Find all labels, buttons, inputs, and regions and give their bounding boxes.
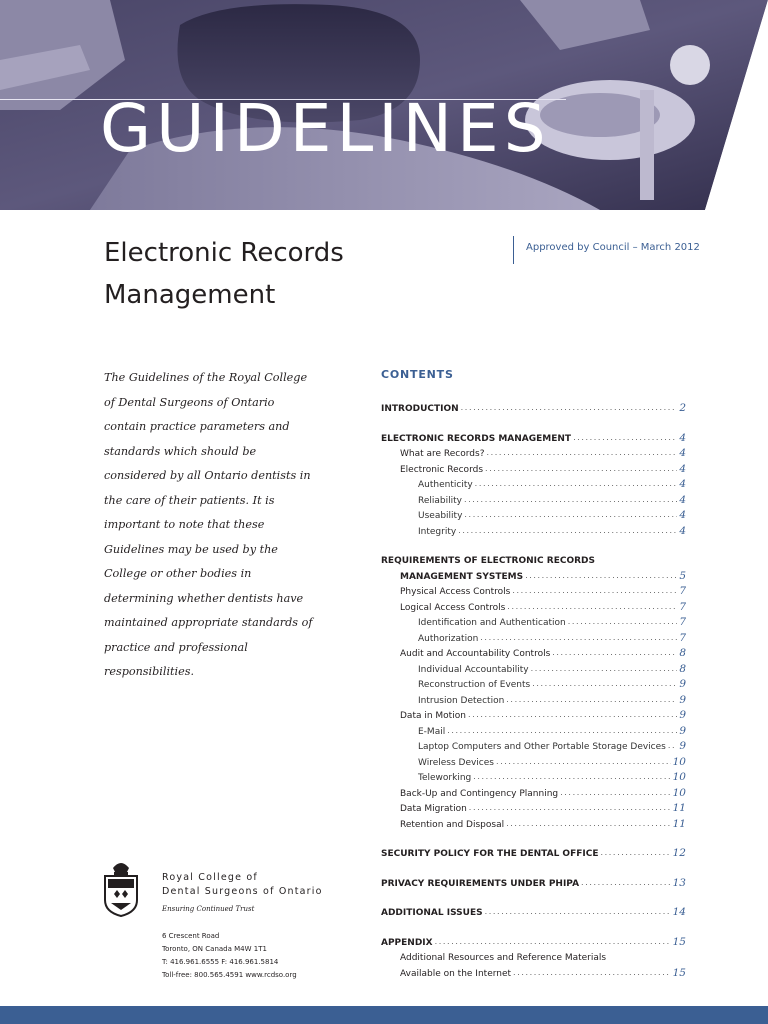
toc-entry (381, 459, 686, 475)
toc-page-number: 4 (679, 478, 686, 490)
toc-entry (381, 490, 686, 506)
toc-entry-title: Audit and Accountability Controls (400, 649, 551, 659)
toc-entry (381, 752, 686, 768)
toc-entry (381, 659, 686, 675)
toc-page-number: 15 (672, 935, 686, 948)
address-phone: T: 416.961.6555 F: 416.961.5814 (162, 958, 279, 966)
toc-page-number: 13 (672, 876, 686, 889)
toc-entry (381, 814, 686, 830)
document-type-heading: GUIDELINES (100, 90, 551, 167)
toc-entry (381, 783, 686, 799)
college-address (162, 930, 297, 982)
toc-entry (381, 798, 686, 814)
toc-entry-title: SECURITY POLICY FOR THE DENTAL OFFICE (381, 849, 599, 859)
toc-dot-leader (506, 819, 671, 828)
toc-entry-title: Useability (418, 511, 463, 521)
college-crest-icon (103, 858, 139, 918)
toc-entry-title: What are Records? (400, 449, 485, 459)
toc-entry-title: Additional Resources and Reference Materials (400, 953, 607, 963)
toc-entry (381, 705, 686, 721)
toc-page-number: 4 (679, 431, 686, 444)
toc-entry-title: Authenticity (418, 480, 473, 490)
toc-dot-leader (513, 968, 671, 977)
address-city: Toronto, ON Canada M4W 1T1 (162, 945, 267, 953)
toc-dot-leader (473, 772, 670, 781)
footer-band (0, 1006, 768, 1024)
toc-entry (381, 628, 686, 644)
toc-entry-title: ADDITIONAL ISSUES (381, 908, 483, 918)
toc-entry-title: Laptop Computers and Other Portable Storage Devices (418, 742, 666, 752)
toc-entry-title: Authorization (418, 633, 479, 644)
toc-entry (381, 736, 686, 752)
toc-page-number: 11 (672, 817, 686, 830)
toc-entry (381, 612, 686, 628)
toc-entry (381, 902, 686, 918)
toc-entry (381, 443, 686, 459)
document-title (104, 232, 444, 316)
document-title-line1: Electronic Records (104, 238, 344, 268)
toc-entry (381, 843, 686, 859)
document-title-line2: Management (104, 280, 276, 310)
toc-page-number: 9 (679, 709, 686, 721)
toc-entry-title: PRIVACY REQUIREMENTS UNDER PHIPA (381, 878, 580, 889)
toc-entry (381, 505, 686, 521)
toc-dot-leader (531, 664, 678, 673)
toc-dot-leader (485, 464, 677, 473)
toc-page-number: 4 (679, 524, 686, 537)
toc-dot-leader (435, 937, 671, 946)
address-street: 6 Crescent Road (162, 932, 220, 940)
toc-entry (381, 674, 686, 690)
toc-dot-leader (506, 695, 677, 704)
toc-entry-title: Reconstruction of Events (418, 680, 531, 690)
toc-entry (381, 474, 686, 490)
toc-dot-leader (464, 510, 677, 519)
toc-entry (381, 597, 686, 613)
toc-entry (381, 721, 686, 737)
toc-page-number: 9 (679, 693, 686, 706)
college-tagline: Ensuring Continued Trust (162, 905, 255, 913)
toc-entry-title: Individual Accountability (418, 664, 529, 675)
address-tollfree-web: Toll-free: 800.565.4591 www.rcdso.org (162, 971, 297, 979)
toc-entry-title: Available on the Internet (400, 968, 512, 979)
toc-page-number: 8 (679, 662, 686, 675)
toc-entry-title: Back-Up and Contingency Planning (400, 788, 559, 799)
toc-entry-title: Wireless Devices (418, 757, 494, 768)
toc-dot-leader (458, 526, 677, 535)
toc-dot-leader (480, 633, 677, 642)
toc-page-number: 12 (672, 847, 686, 859)
toc-page-number: 7 (679, 600, 686, 613)
toc-dot-leader (601, 848, 671, 857)
toc-entry-title: APPENDIX (381, 937, 433, 948)
toc-entry-title: Logical Access Controls (400, 602, 506, 613)
toc-entry (381, 932, 686, 948)
toc-entry (381, 398, 686, 414)
toc-entry-title: Integrity (418, 526, 457, 537)
toc-dot-leader (487, 448, 678, 457)
toc-entry (381, 550, 686, 566)
toc-page-number: 2 (679, 402, 686, 414)
toc-entry-title: MANAGEMENT SYSTEMS (400, 571, 524, 582)
toc-dot-leader (512, 586, 677, 595)
toc-entry-title: Identification and Authentication (418, 618, 566, 628)
toc-page-number: 4 (679, 462, 686, 475)
toc-page-number: 4 (679, 493, 686, 506)
toc-dot-leader (668, 741, 677, 750)
toc-entry (381, 767, 686, 783)
toc-page-number: 9 (679, 740, 686, 752)
contents-heading: CONTENTS (381, 368, 454, 381)
toc-page-number: 9 (679, 724, 686, 737)
toc-page-number: 8 (679, 647, 686, 659)
toc-dot-leader (573, 433, 677, 442)
toc-page-number: 4 (679, 509, 686, 521)
toc-entry-title: Electronic Records (400, 464, 484, 475)
college-name-line2: Dental Surgeons of Ontario (162, 886, 323, 897)
toc-entry (381, 947, 686, 963)
toc-entry-title: Retention and Disposal (400, 819, 505, 830)
toc-dot-leader (461, 403, 678, 412)
toc-entry-title: Reliability (418, 495, 462, 506)
toc-page-number: 7 (679, 631, 686, 644)
toc-dot-leader (485, 907, 671, 916)
toc-page-number: 15 (672, 966, 686, 979)
toc-entry-title: INTRODUCTION (381, 404, 459, 414)
intro-paragraph: The Guidelines of the Royal College of Dental Surgeons of Ontario contain practice parameters and standards which should be considered by all Ontario dentists in the care of their patients. It is important to note that these Guidelines may be used by the College or other bodies in determining whether dentists have maintained appropriate standards of practice and professional responsibilities. (104, 371, 313, 678)
toc-entry-title: Data Migration (400, 804, 467, 814)
toc-dot-leader (464, 495, 677, 504)
toc-page-number: 14 (672, 906, 686, 918)
header-banner (0, 0, 768, 210)
toc-entry-title: Physical Access Controls (400, 587, 511, 597)
toc-entry-title: E-Mail (418, 726, 446, 737)
toc-dot-leader (507, 602, 677, 611)
toc-entry (381, 581, 686, 597)
toc-dot-leader (469, 803, 671, 812)
toc-page-number: 11 (672, 802, 686, 814)
toc-entry (381, 963, 686, 979)
toc-page-number: 7 (679, 585, 686, 597)
toc-entry-title: Intrusion Detection (418, 695, 505, 706)
toc-dot-leader (475, 479, 678, 488)
toc-entry-title: ELECTRONIC RECORDS MANAGEMENT (381, 433, 572, 444)
toc-page-number: 10 (672, 771, 686, 783)
toc-entry-title: Teleworking (418, 773, 472, 783)
toc-entry (381, 690, 686, 706)
toc-page-number: 4 (679, 447, 686, 459)
toc-entry (381, 521, 686, 537)
toc-dot-leader (560, 788, 670, 797)
toc-dot-leader (552, 648, 677, 657)
toc-entry (381, 643, 686, 659)
toc-dot-leader (447, 726, 677, 735)
toc-dot-leader (496, 757, 671, 766)
approval-note: Approved by Council – March 2012 (513, 236, 700, 264)
toc-page-number: 7 (679, 616, 686, 628)
college-name-line1: Royal College of (162, 872, 258, 883)
toc-dot-leader (581, 878, 671, 887)
college-name (162, 871, 323, 899)
toc-page-number: 10 (672, 755, 686, 768)
toc-dot-leader (468, 710, 677, 719)
toc-dot-leader (568, 617, 678, 626)
toc-entry (381, 428, 686, 444)
toc-entry-title: Data in Motion (400, 711, 466, 721)
toc-entry (381, 873, 686, 889)
toc-page-number: 5 (679, 569, 686, 582)
toc-entry (381, 566, 686, 582)
toc-page-number: 10 (672, 786, 686, 799)
toc-dot-leader (532, 679, 677, 688)
toc-page-number: 9 (679, 678, 686, 690)
toc-entry-title: REQUIREMENTS OF ELECTRONIC RECORDS (381, 556, 595, 566)
toc-dot-leader (525, 571, 677, 580)
